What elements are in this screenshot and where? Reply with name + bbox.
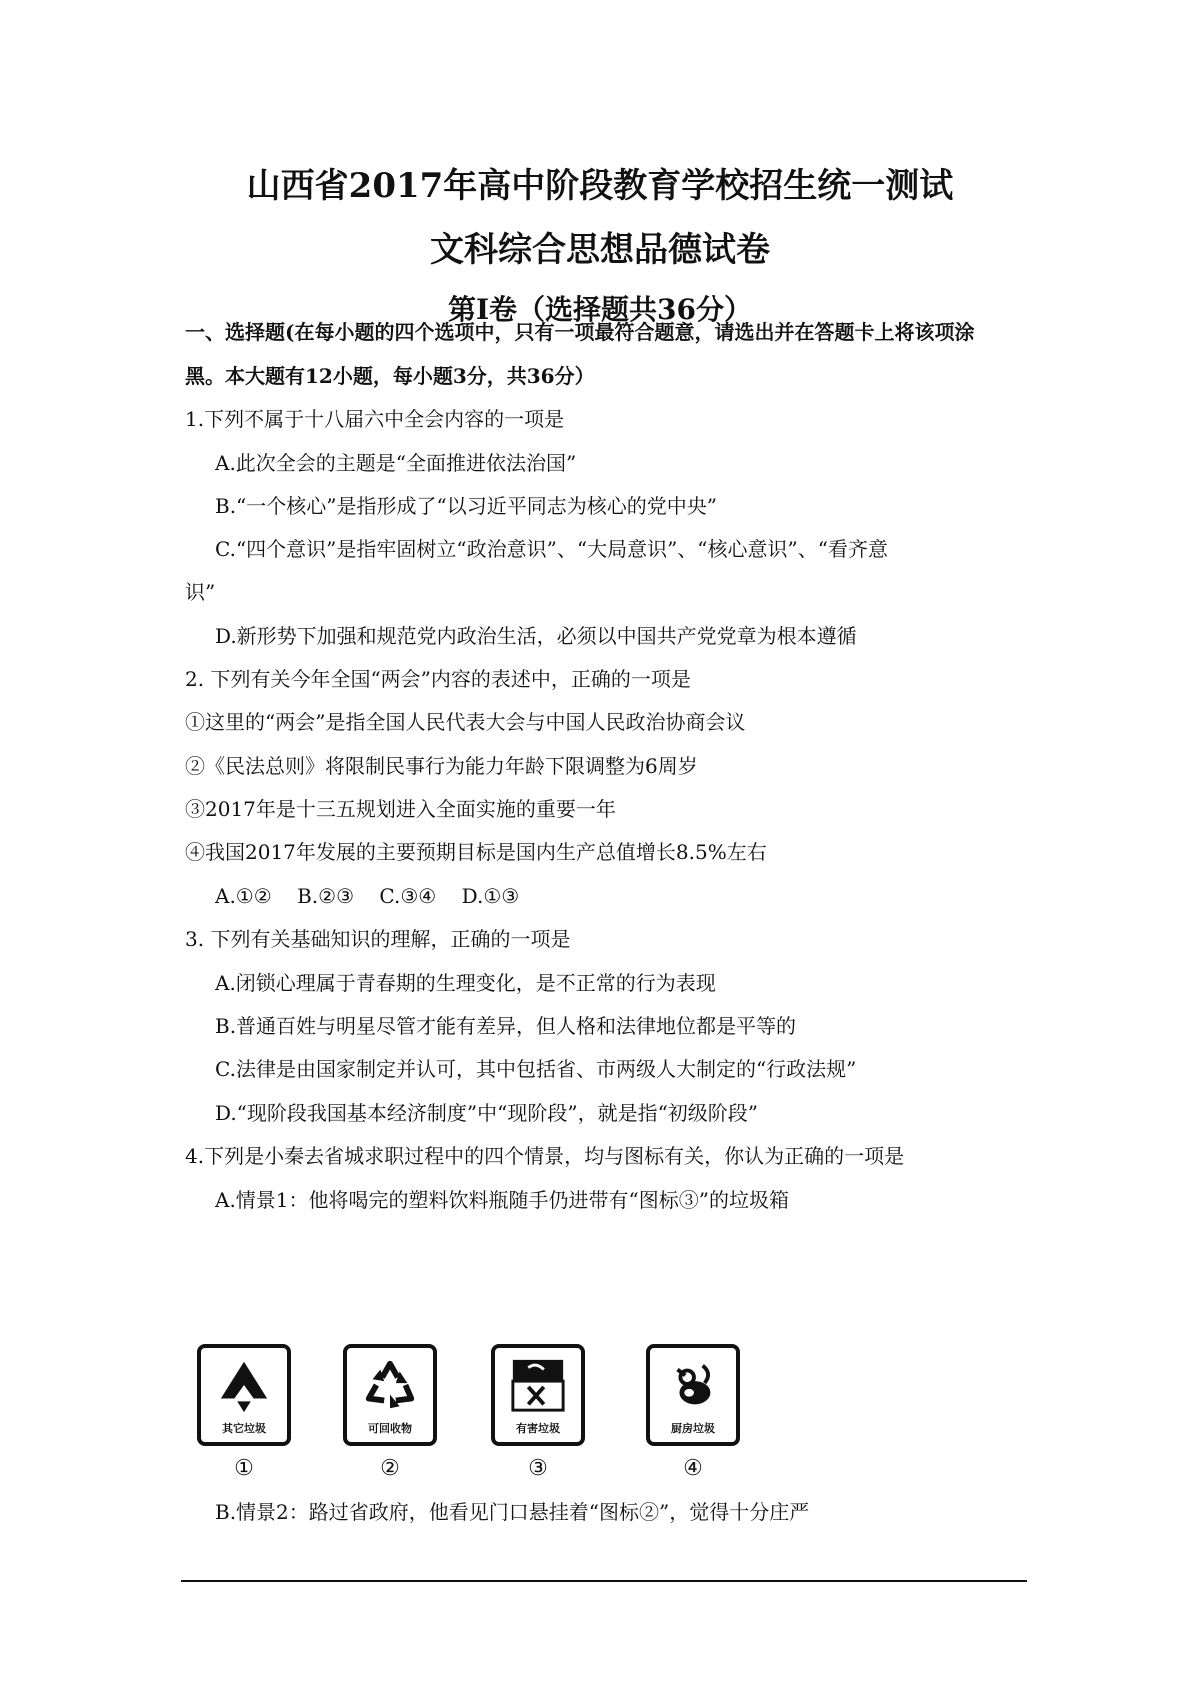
q2-options: A.①② B.②③ C.③④ D.①③ [215,884,520,908]
instructions-line-1: 一、选择题(在每小题的四个选项中，只有一项最符合题意，请选出并在答题卡上将该项涂 [185,320,975,344]
q1-option-a: A.此次全会的主题是“全面推进依法治国” [215,451,577,475]
icon-caption: 其它垃圾 [222,1422,266,1435]
other-waste-icon [215,1356,273,1414]
q4-option-a: A.情景1：他将喝完的塑料饮料瓶随手仍进带有“图标③”的垃圾箱 [215,1188,789,1212]
q4-stem: 4.下列是小秦去省城求职过程中的四个情景，均与图标有关，你认为正确的一项是 [185,1144,905,1168]
section-title: 第Ⅰ卷（选择题共36分） [447,293,753,326]
q1-option-b: B.“一个核心”是指形成了“以习近平同志为核心的党中央” [215,494,717,518]
q3-option-a: A.闭锁心理属于青春期的生理变化，是不正常的行为表现 [215,971,716,995]
exam-title: 山西省2017年高中阶段教育学校招生统一测试 [246,166,954,206]
exam-subtitle: 文科综合思想品德试卷 [430,230,770,270]
kitchen-waste-icon [664,1356,722,1414]
q2-statement-3: ③2017年是十三五规划进入全面实施的重要一年 [185,797,616,821]
q3-option-b: B.普通百姓与明星尽管才能有差异，但人格和法律地位都是平等的 [215,1014,797,1038]
recycle-icon [361,1356,419,1414]
q2-statement-2: ②《民法总则》将限制民事行为能力年龄下限调整为6周岁 [185,754,698,778]
icon-caption: 可回收物 [368,1422,412,1435]
hazardous-waste-sign [491,1344,585,1446]
hazardous-waste-icon [509,1356,567,1414]
q1-option-c-continued: 识” [185,580,216,604]
q2-statement-4: ④我国2017年发展的主要预期目标是国内生产总值增长8.5%左右 [185,840,767,864]
icon-caption: 有害垃圾 [516,1422,560,1435]
q1-option-c: C.“四个意识”是指牢固树立“政治意识”、“大局意识”、“核心意识”、“看齐意 [215,537,888,561]
q3-option-d: D.“现阶段我国基本经济制度”中“现阶段”，就是指“初级阶段” [215,1101,759,1125]
q1-stem: 1.下列不属于十八届六中全会内容的一项是 [185,407,565,431]
q2-stem: 2. 下列有关今年全国“两会”内容的表述中，正确的一项是 [185,667,691,691]
icon-number: ① [234,1456,254,1481]
icon-number: ③ [528,1456,548,1481]
icon-number: ④ [683,1456,703,1481]
icon-caption: 厨房垃圾 [671,1422,715,1435]
other-waste-sign [197,1344,291,1446]
q2-statement-1: ①这里的“两会”是指全国人民代表大会与中国人民政治协商会议 [185,710,746,734]
q1-option-d: D.新形势下加强和规范党内政治生活，必须以中国共产党党章为根本遵循 [215,624,857,648]
q4-option-b: B.情景2：路过省政府，他看见门口悬挂着“图标②”，觉得十分庄严 [215,1500,810,1524]
footer-divider [181,1580,1027,1582]
instructions-line-2: 黑。本大题有12小题，每小题3分，共36分） [185,364,595,388]
kitchen-waste-sign [646,1344,740,1446]
recyclables-sign [343,1344,437,1446]
icon-number: ② [380,1456,400,1481]
q3-option-c: C.法律是由国家制定并认可，其中包括省、市两级人大制定的“行政法规” [215,1057,857,1081]
q3-stem: 3. 下列有关基础知识的理解，正确的一项是 [185,927,571,951]
